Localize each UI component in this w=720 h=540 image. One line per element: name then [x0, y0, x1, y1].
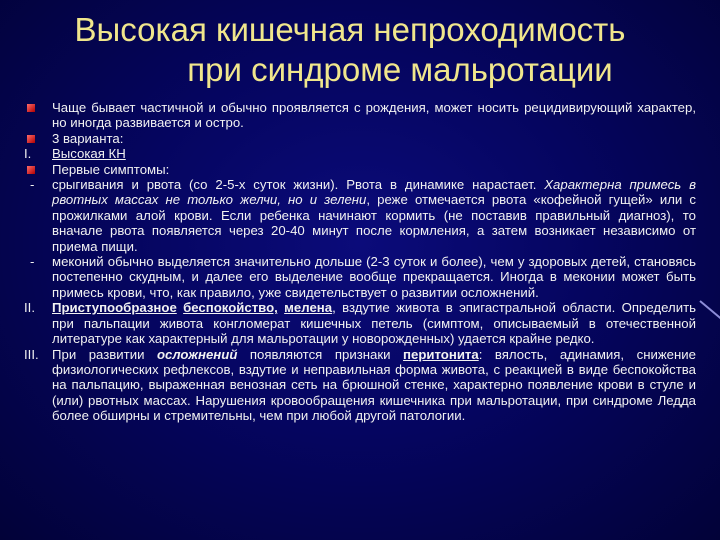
roman-numeral: III. [24, 346, 39, 362]
square-bullet-icon [27, 166, 35, 174]
item-text: меконий обычно выделяется значительно дольше (2-3 суток и более), чем у здоровых детей, становясь постепенно скудным, и далее его выделение вообще прекращается. Иногда в меконии может быть примесь крови, что, как правило, уже свидетельствует о развитии осложнений. [52, 254, 696, 300]
square-bullet-icon [27, 104, 35, 112]
dash-marker: - [30, 254, 35, 270]
list-item [24, 300, 696, 346]
item-text-italic: Характерна примесь в рвотных массах не только желчи, но и зелени [52, 177, 696, 208]
item-text-emphasis: осложнений [156, 346, 238, 362]
list-item [24, 131, 696, 146]
roman-numeral: II. [24, 300, 35, 316]
list-item [24, 100, 696, 131]
title-line-2: при синдроме мальротации [187, 51, 613, 88]
item-text: появляются признаки [237, 346, 404, 362]
list-item [24, 146, 696, 161]
item-text: 3 варианта: [52, 130, 124, 146]
item-text: Первые симптомы: [52, 161, 170, 177]
list-item [24, 162, 696, 177]
item-text: Чаще бывает частичной и обычно проявляется с рождения, может носить рецидивирующий характер, но иногда развивается и остро. [52, 100, 696, 131]
list-item [24, 254, 696, 300]
term-link[interactable]: Приступообразное [52, 300, 177, 316]
list-item [24, 177, 696, 254]
item-text: : вялость, адинамия, снижение физиологических рефлексов, вздутие и неправильная форма живота, с реакцией в виде беспокойства на пальпацию, выраженная венозная сеть на брюшной стенке, характерно появление крови в стуле и (или) рвотных массах. Нарушения кровообращения кишечника при мальротации, при синдроме Ледда более обширны и стремительны, чем при любой другой патологии. [52, 346, 696, 424]
title-line-1: Высокая кишечная непроходимость [74, 11, 626, 48]
term-link[interactable]: беспокойство, [183, 300, 278, 316]
roman-numeral: I. [24, 146, 32, 162]
slide-body [24, 100, 696, 424]
square-bullet-icon [27, 135, 35, 143]
item-text: , реже отмечается рвота «кофейной гущей» или с прожилками алой крови. Если ребенка начинают кормить (не поставив правильный диагноз), то вначале рвота появляется через 20-40 минут после кормления, а затем возникает независимо от приема пищи. [52, 192, 696, 254]
term-link[interactable]: перитонита [403, 346, 479, 362]
slide-title [0, 10, 720, 90]
item-text: , вздутие живота в эпигастральной области. Определить при пальпации живота конгломерат кишечных петель (симптом, описываемый в отечественной литературе как характерный для мальротации у новорожденных) удается крайне редко. [52, 300, 696, 347]
list-item [24, 347, 696, 424]
item-text: При развитии [52, 346, 157, 362]
term-link[interactable]: мелена [284, 300, 333, 316]
decorative-line [699, 300, 720, 321]
variant-link[interactable]: Высокая КН [52, 146, 126, 162]
dash-marker: - [30, 177, 35, 193]
item-text: срыгивания и рвота (со 2-5-х суток жизни). Рвота в динамике нарастает. [52, 177, 545, 193]
